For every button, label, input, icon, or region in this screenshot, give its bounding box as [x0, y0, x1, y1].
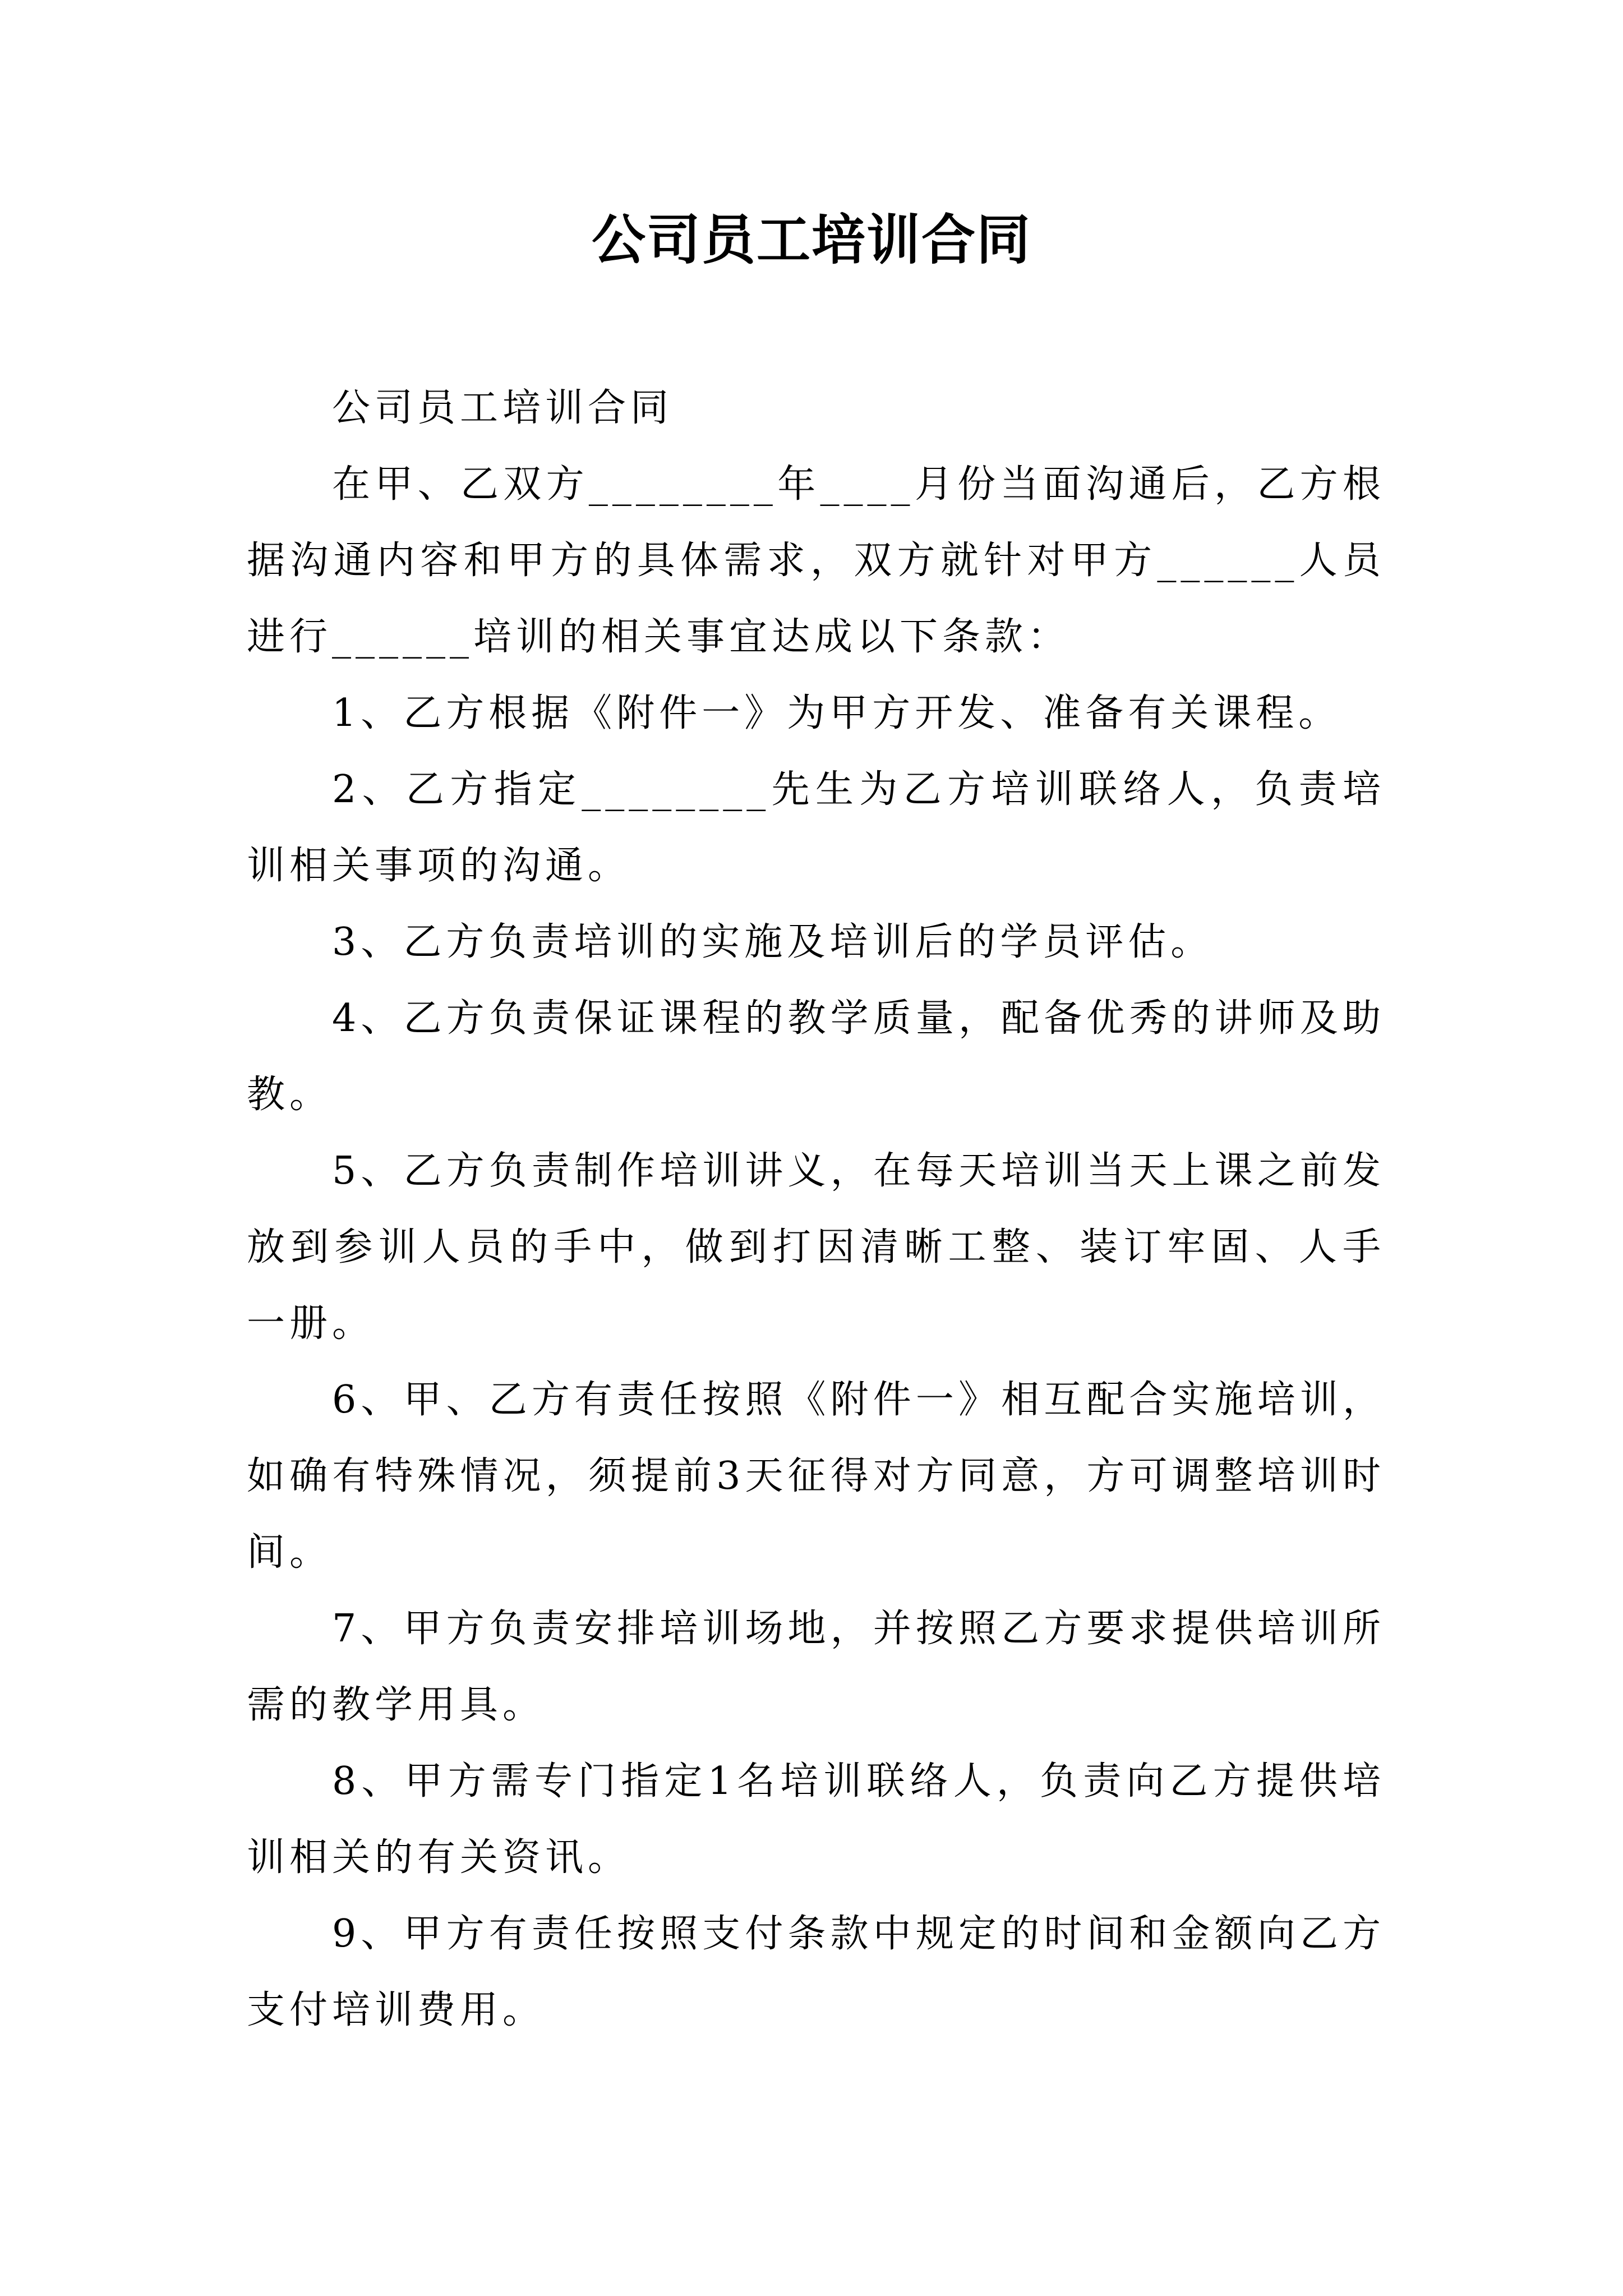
paragraph-intro: 在甲、乙双方________年____月份当面沟通后，乙方根据沟通内容和甲方的具体需求，双方就针对甲方______人员进行______培训的相关事宜达成以下条款：	[247, 462, 1385, 659]
clause-3: 3、乙方负责培训的实施及培训后的学员评估。	[332, 920, 1214, 964]
clause-4: 4、乙方负责保证课程的教学质量，配备优秀的讲师及助教。	[247, 996, 1385, 1117]
clause-7: 7、甲方负责安排培训场地，并按照乙方要求提供培训所需的教学用具。	[247, 1607, 1385, 1727]
clause-6: 6、甲、乙方有责任按照《附件一》相互配合实施培训，如确有特殊情况，须提前3天征得对方同意，方可调整培训时间。	[247, 1378, 1385, 1575]
clause-2: 2、乙方指定________先生为乙方培训联络人，负责培训相关事项的沟通。	[247, 767, 1385, 888]
clause-8: 8、甲方需专门指定1名培训联络人，负责向乙方提供培训相关的有关资讯。	[247, 1759, 1385, 1880]
document-title: 公司员工培训合同	[592, 208, 1031, 272]
document-body	[247, 370, 1385, 2049]
clause-5: 5、乙方负责制作培训讲义，在每天培训当天上课之前发放到参训人员的手中，做到打因清晰工整、装订牢固、人手一册。	[247, 1149, 1385, 1346]
clause-9: 9、甲方有责任按照支付条款中规定的时间和金额向乙方支付培训费用。	[247, 1912, 1385, 2032]
clause-1: 1、乙方根据《附件一》为甲方开发、准备有关课程。	[332, 691, 1341, 735]
paragraph-heading: 公司员工培训合同	[332, 386, 674, 430]
